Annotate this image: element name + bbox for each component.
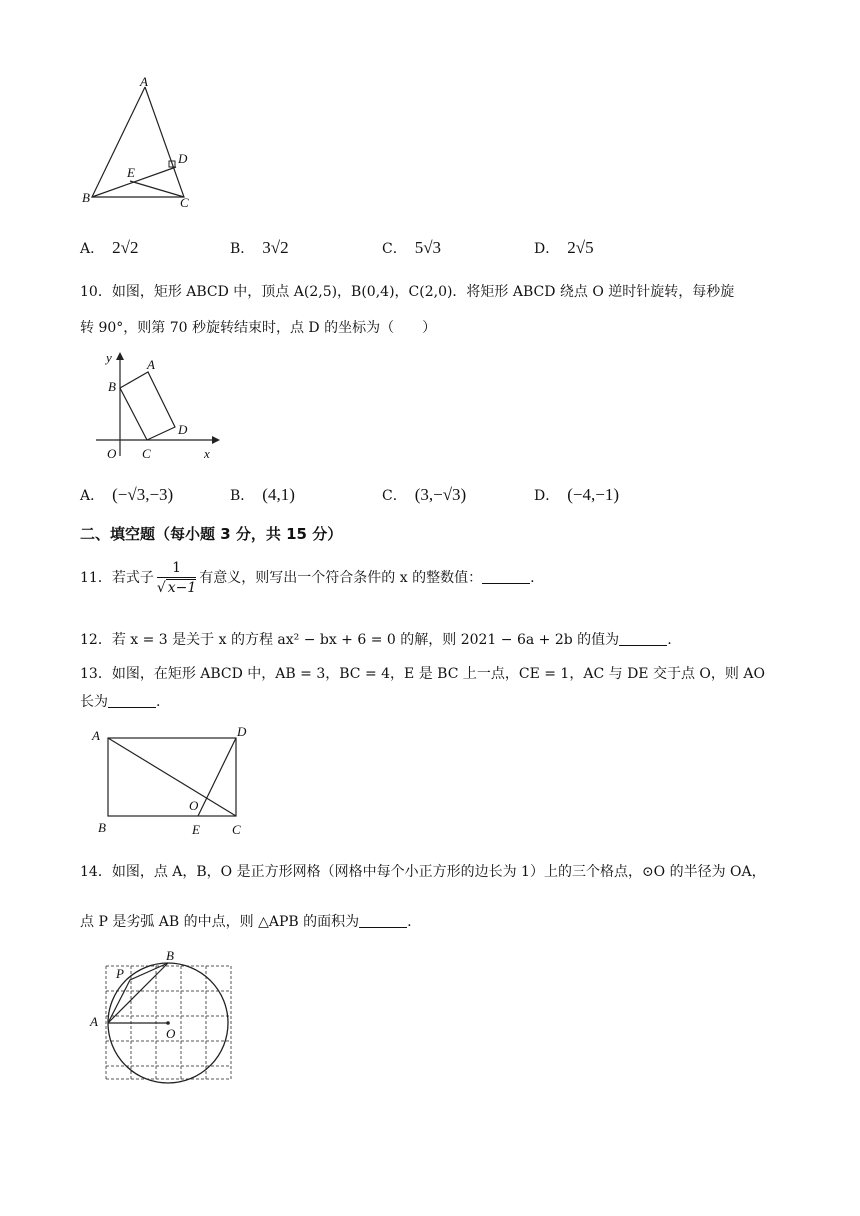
q13-answer-blank[interactable] [108,693,156,708]
q14-label-a: A [90,1014,98,1029]
q9-label-b: B [82,190,90,205]
q13-label-c: C [232,822,241,837]
q13-label-d: D [237,724,247,739]
q14-stem-line2: 点 P 是劣弧 AB 的中点，则 △APB 的面积为 . [80,914,412,930]
q10-label-o: O [107,446,117,461]
q10-label-y: y [106,350,112,365]
q10-figure [90,348,230,468]
q11-fraction: $\frac{1}{√ x-1}$ [156,559,197,596]
q9-option-c: C． 5√3 [382,238,442,257]
q14-stem-line1: 14．如图，点 A，B，O 是正方形网格（网格中每个小正方形的边长为 1）上的三个格点，⊙O 的半径为 OA， [80,864,766,880]
q10-label-b: B [108,379,116,394]
q13-figure [88,722,260,842]
q9-option-b: B． 3√2 [230,238,289,257]
q11-prefix: 11．若式子 [80,570,154,586]
q11-stem: 11．若式子 $\frac{1}{√ x-1}$ 有意义，则写出一个符合条件的 x 的整数值： . [80,559,535,596]
q9-figure [80,75,210,215]
q10-option-d: D． (−4,−1) [534,485,619,504]
q9-option-a: A． 2√2 [80,238,139,257]
q12-answer-blank[interactable] [619,631,667,646]
q10-option-a: A． (−√3,−3) [80,485,174,504]
section-heading-fill-in: 二、填空题（每小题 3 分，共 15 分） [80,525,343,543]
q9-label-e: E [127,165,135,180]
q14-label-o: O [166,1026,176,1041]
q14-figure [86,948,246,1088]
q10-stem-line2: 转 90°，则第 70 秒旋转结束时，点 D 的坐标为（ ） [80,320,437,336]
q9-label-c: C [180,195,189,210]
q13-label-b: B [98,820,106,835]
q10-label-x: x [204,446,210,461]
q12-stem: 12．若 x = 3 是关于 x 的方程 ax² − bx + 6 = 0 的解，则 2021 − 6a + 2b 的值为 . [80,632,672,648]
q9-label-a: A [140,75,148,89]
q10-label-d: D [178,422,188,437]
q14-label-b: B [166,948,174,963]
q9-label-d: D [178,151,188,166]
q14-answer-blank[interactable] [359,913,407,928]
q14-label-p: P [116,966,124,981]
q9-option-d: D． 2√5 [534,238,594,257]
q10-label-c: C [142,446,151,461]
q13-stem-line2: 长为 . [80,694,161,710]
q11-numerator: 1 [157,559,196,578]
q13-label-o: O [189,798,199,813]
q13-label-e: E [192,822,200,837]
q10-label-a: A [147,357,155,372]
q13-label-a: A [92,728,100,743]
q10-option-c: C． (3,−√3) [382,485,467,504]
q11-denominator: x−1 [167,579,197,596]
q11-answer-blank[interactable] [482,569,530,584]
q10-option-b: B． (4,1) [230,485,295,504]
q13-stem-line1: 13．如图，在矩形 ABCD 中，AB = 3，BC = 4，E 是 BC 上一点，CE = 1，AC 与 DE 交于点 O，则 AO [80,666,765,682]
q11-suffix: 有意义，则写出一个符合条件的 x 的整数值： [199,570,483,586]
q12-text: 12．若 x = 3 是关于 x 的方程 ax² − bx + 6 = 0 的解，则 2021 − 6a + 2b 的值为 [80,632,620,648]
q10-stem-line1: 10．如图，矩形 ABCD 中，顶点 A(2,5)，B(0,4)，C(2,0)．将矩形 ABCD 绕点 O 逆时针旋转，每秒旋 [80,284,735,300]
